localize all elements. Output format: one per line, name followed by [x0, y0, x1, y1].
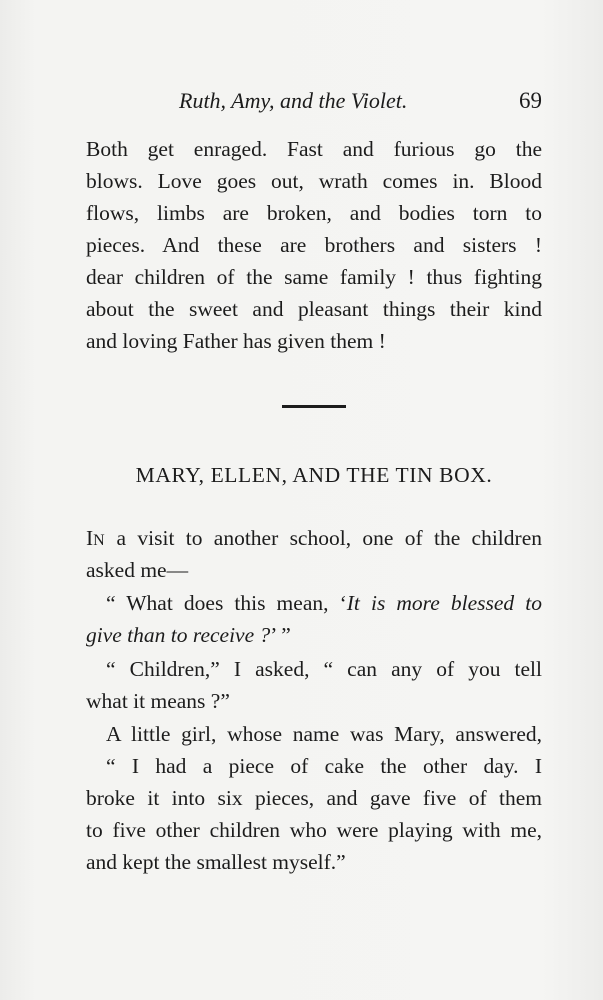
text-line: flows, limbs are broken, and bodies torn to	[86, 201, 542, 225]
text-line: to five other children who were playing with me,	[86, 818, 542, 842]
text-line: pieces. And these are brothers and sisters !	[86, 233, 542, 257]
italic-quote: give than to receive ?	[86, 623, 271, 647]
text-line: “ I had a piece of cake the other day. I	[106, 754, 542, 778]
text-line	[86, 522, 542, 554]
section-title: MARY, ELLEN, AND THE TIN BOX.	[135, 463, 493, 487]
small-caps: N	[93, 532, 106, 549]
text-line: about the sweet and pleasant things their kind	[86, 297, 542, 321]
running-head-title: Ruth, Amy, and the Violet.	[179, 88, 408, 113]
text-line	[86, 619, 542, 651]
text-line: broke it into six pieces, and gave five of them	[86, 786, 542, 810]
page-number: 69	[519, 88, 542, 113]
text-line: and loving Father has given them !	[86, 329, 386, 353]
paragraph-1	[86, 133, 542, 357]
paragraph-5	[86, 718, 542, 878]
text-line: Both get enraged. Fast and furious go the	[86, 137, 542, 161]
drop-capital: I	[86, 526, 94, 550]
paragraph-2	[86, 522, 542, 586]
section-divider	[282, 405, 346, 408]
running-head	[86, 88, 542, 118]
text-span: a visit to another school, one of the children	[105, 526, 542, 550]
text-span: “ What does this mean, ‘	[106, 591, 347, 615]
text-line: “ Children,” I asked, “ can any of you tell	[106, 657, 542, 681]
italic-quote: It is more blessed to	[346, 591, 542, 615]
paragraph-4	[86, 653, 542, 717]
paragraph-3	[86, 587, 542, 651]
text-span: ’ ”	[270, 623, 291, 647]
text-line: blows. Love goes out, wrath comes in. Blood	[86, 169, 542, 193]
text-line: and kept the smallest myself.”	[86, 850, 346, 874]
text-line: dear children of the same family ! thus fighting	[86, 265, 542, 289]
text-line: what it means ?”	[86, 689, 230, 713]
text-line	[86, 587, 542, 619]
text-line: asked me—	[86, 558, 189, 582]
text-line: A little girl, whose name was Mary, answered,	[106, 722, 542, 746]
